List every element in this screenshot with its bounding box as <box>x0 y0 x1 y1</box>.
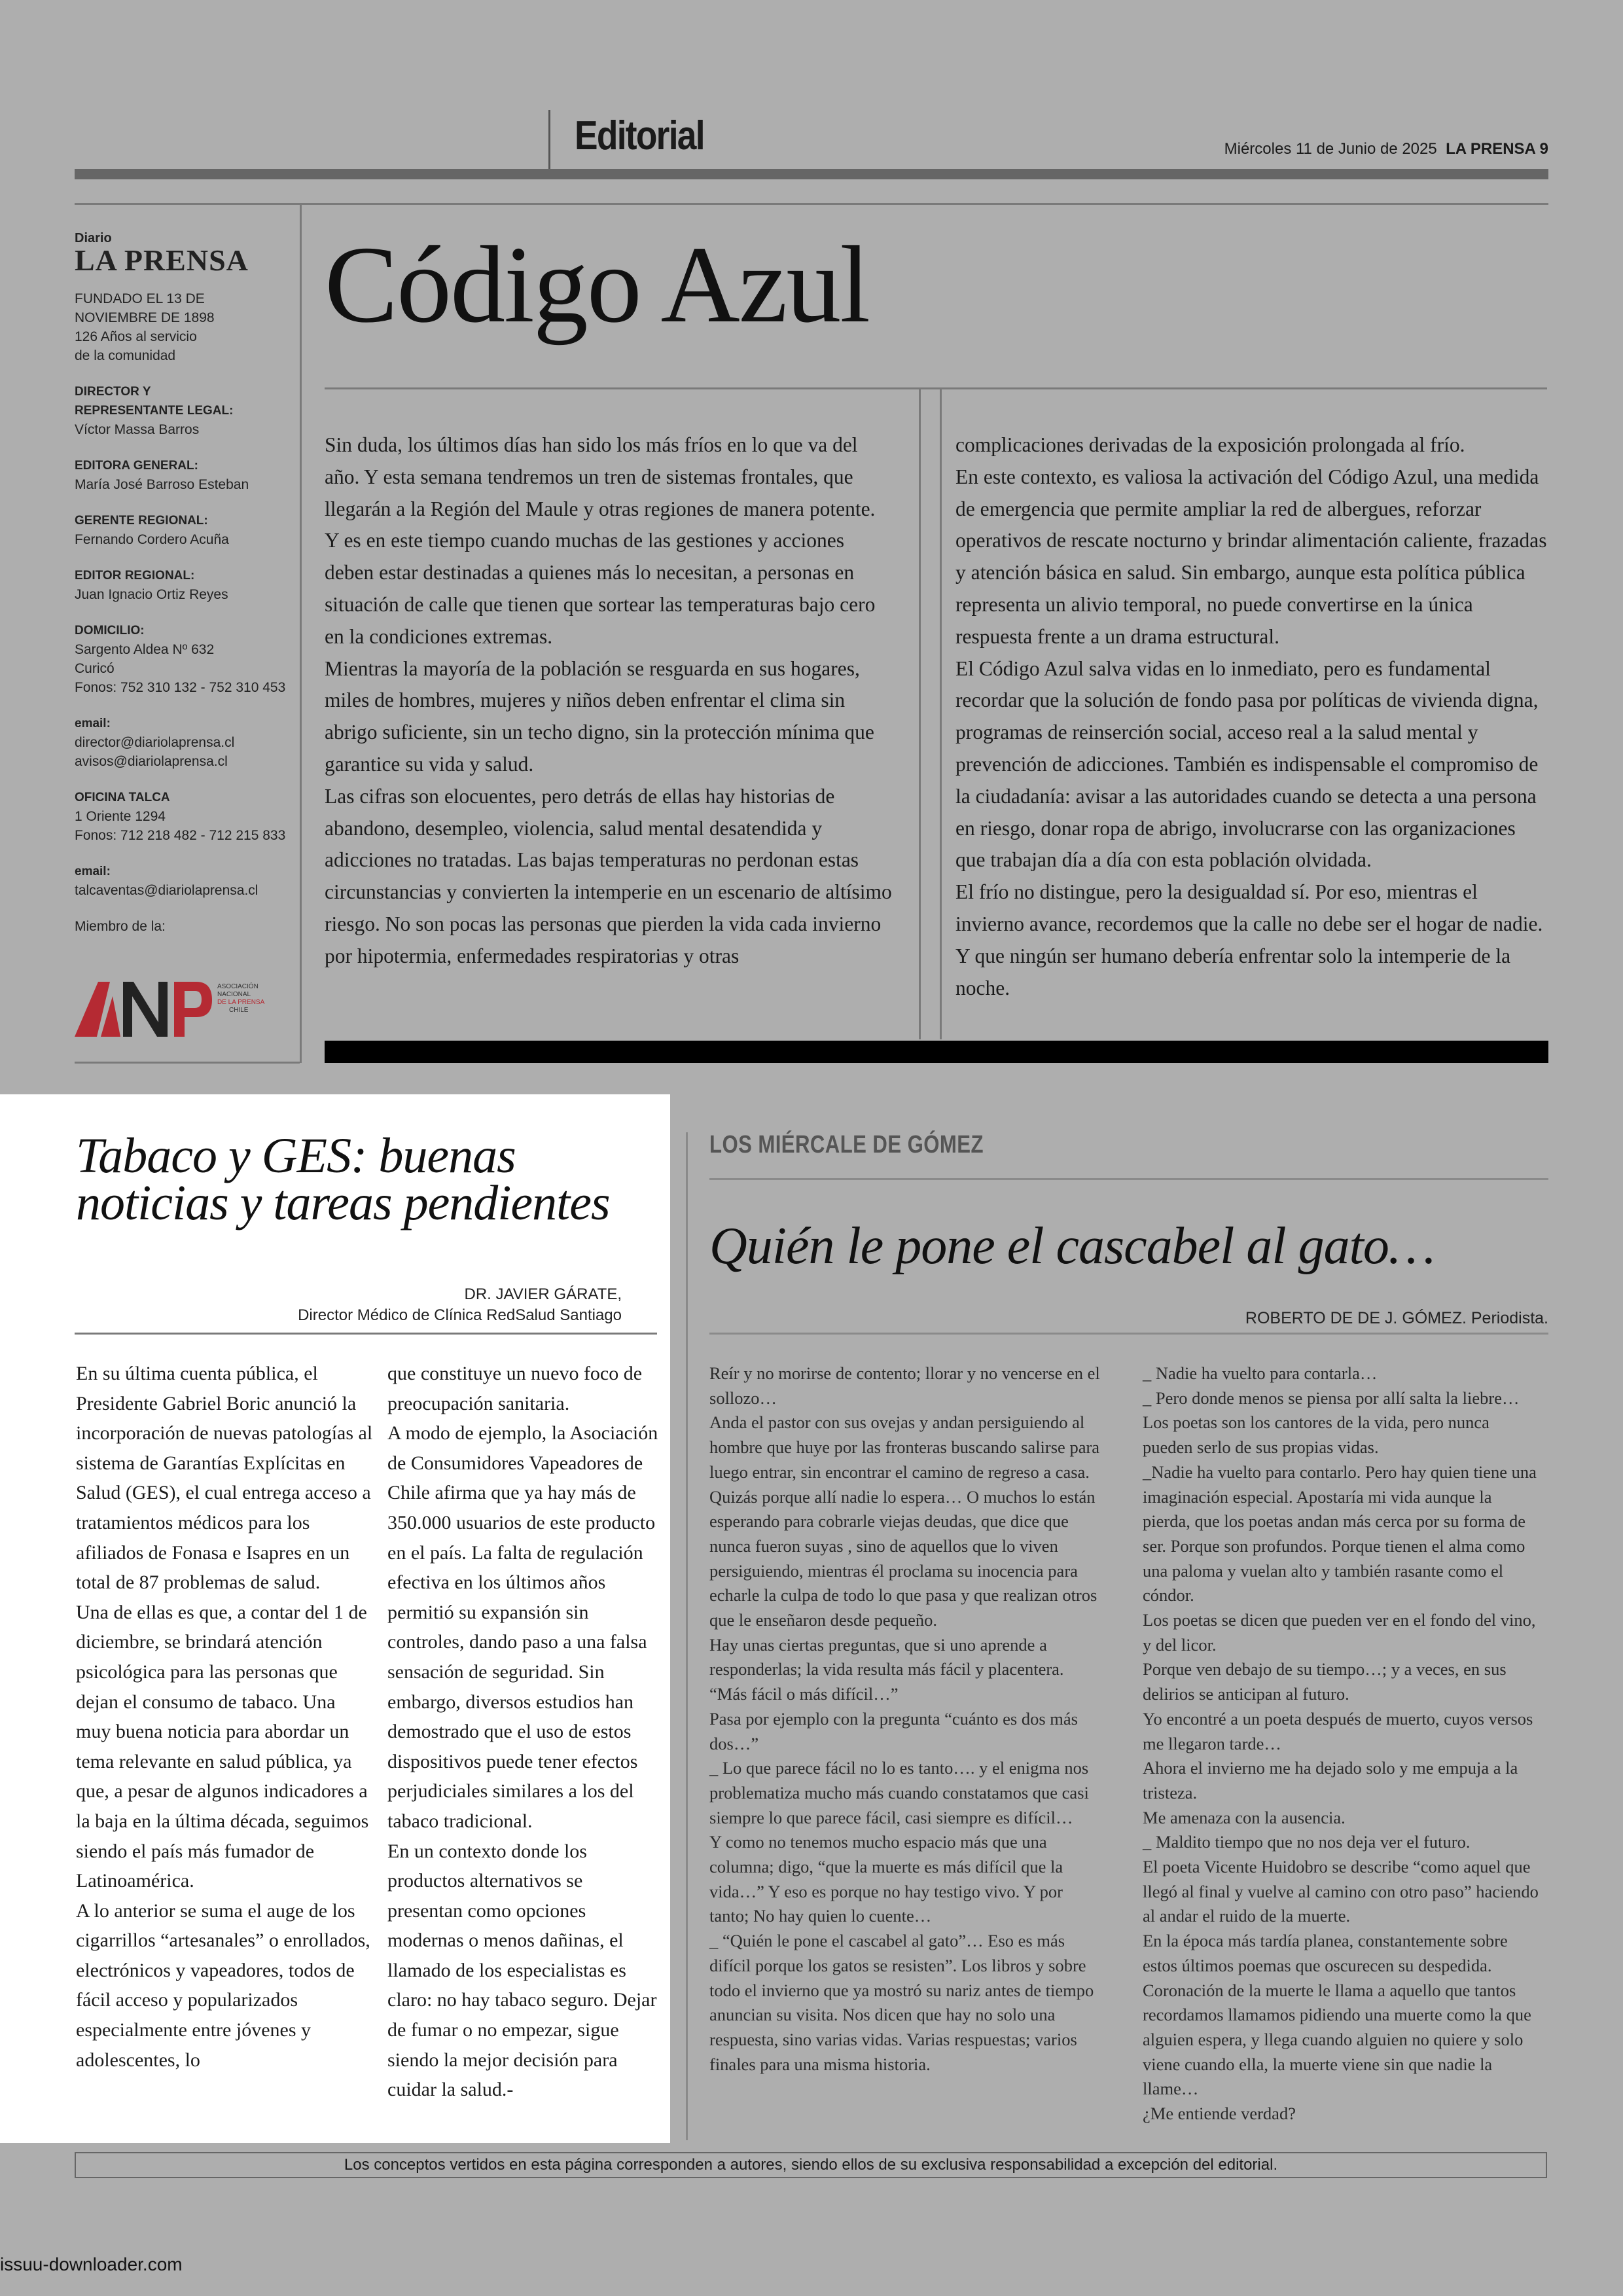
masthead-domicilio <box>75 621 291 697</box>
gerente-name: Fernando Cordero Acuña <box>75 532 229 547</box>
anp-logo-caption: NACIONAL <box>217 991 251 998</box>
editorial-title: Código Azul <box>325 224 870 346</box>
article-divider <box>686 1132 688 2140</box>
paragraph: _ Lo que parece fácil no lo es tanto…. y el enigma nos problematiza mucho más cuando constatamos que casi siempre lo que parece fácil, casi siempre es difícil… <box>709 1758 1089 1827</box>
member-label: Miembro de la: <box>75 919 166 934</box>
editorial-rule <box>325 387 1547 389</box>
paragraph: Me amenaza con la ausencia. <box>1143 1807 1346 1827</box>
column-divider <box>919 389 921 1039</box>
email-address[interactable]: director@diariolaprensa.cl <box>75 735 235 750</box>
editor-name: Juan Ignacio Ortiz Reyes <box>75 587 228 602</box>
column-title: Quién le pone el cascabel al gato… <box>709 1217 1435 1275</box>
page-reference: LA PRENSA 9 <box>1446 140 1548 158</box>
opinion-rule <box>75 1333 657 1335</box>
editorial-bottom-bar <box>325 1041 1548 1063</box>
founded-line: de la comunidad <box>75 348 176 363</box>
paragraph: _ Nadie ha vuelto para contarla… <box>1143 1363 1378 1383</box>
opinion-title <box>76 1128 665 1230</box>
editor-label: EDITOR REGIONAL: <box>75 569 195 583</box>
masthead-founded <box>75 289 291 365</box>
founded-line: NOVIEMBRE DE 1898 <box>75 310 215 325</box>
header-bar <box>75 169 1548 179</box>
paragraph: Reír y no morirse de contento; llorar y no vencerse en el sollozo… <box>709 1363 1100 1408</box>
talca-line: Fonos: 712 218 482 - 712 215 833 <box>75 828 286 843</box>
section-label: Editorial <box>575 113 704 158</box>
masthead-divider <box>300 204 302 1063</box>
gerente-label: GERENTE REGIONAL: <box>75 514 208 528</box>
paragraph: Los poetas se dicen que pueden ver en el fondo del vino, y del licor. <box>1143 1610 1536 1655</box>
opinion-title-line: noticias y tareas pendientes <box>76 1175 610 1230</box>
masthead-diario: Diario <box>75 231 112 245</box>
opinion-column-1 <box>76 1359 374 2075</box>
paragraph: Las cifras son elocuentes, pero detrás de ellas hay historias de abandono, desempleo, violencia, salud mental desatendida y adicciones no tratadas. Las bajas temperaturas no perdonan estas circunstancias y convierten la intemperie en un escenario de altísimo riesgo. No son pocas las personas que pierden la vida cada invierno por hipotermia, enfermedades respiratorias y otras <box>325 784 892 967</box>
paragraph: _Nadie ha vuelto para contarlo. Pero hay quien tiene una imaginación especial. Apostaría mi vida aunque la pierda, que los poetas andan más cerca por su forma de ser. Porque son profundos. Porque tienen el alma como una paloma y vuelan alto y también rasante como el cóndor. <box>1143 1462 1537 1605</box>
header-divider <box>548 110 550 177</box>
paragraph: _ “Quién le pone el cascabel al gato”… Eso es más difícil porque los gatos se resisten”. Los libros y sobre todo el invierno que ya mostró su nariz antes de tiempo anuncian su visita. Nos dicen que hay no solo una respuesta, sino varias vidas. Varias respuestas; varios finales para una misma historia. <box>709 1931 1094 2074</box>
anp-logo-n-shape <box>123 982 168 1037</box>
column-text-2 <box>1143 1361 1543 2126</box>
opinion-title-line: Tabaco y GES: buenas <box>76 1128 516 1183</box>
paragraph: El frío no distingue, pero la desigualdad sí. Por eso, mientras el invierno avance, recordemos que la calle no debe ser el hogar de nadie. Y que ningún ser humano debería enfrentar solo la intemperie de la noche. <box>955 880 1543 999</box>
paragraph: complicaciones derivadas de la exposición prolongada al frío. <box>955 433 1465 456</box>
domicilio-label: DOMICILIO: <box>75 624 145 637</box>
masthead-editora <box>75 456 291 494</box>
opinion-column-2 <box>387 1359 662 2105</box>
talca-line: 1 Oriente 1294 <box>75 809 166 824</box>
email-address[interactable]: avisos@diariolaprensa.cl <box>75 754 228 769</box>
director-label: REPRESENTANTE LEGAL: <box>75 404 234 418</box>
masthead-email <box>75 714 291 771</box>
watermark-text: issuu-downloader.com <box>0 2254 183 2274</box>
column-rule <box>709 1333 1548 1335</box>
paragraph: Yo encontré a un poeta después de muerto, cuyos versos me llegaron tarde… <box>1143 1708 1533 1753</box>
masthead-email2 <box>75 862 291 900</box>
paragraph: En la época más tardía planea, constantemente sobre estos últimos poemas que oscurecen su despedida. <box>1143 1931 1508 1975</box>
paragraph: ¿Me entiende verdad? <box>1143 2104 1296 2124</box>
masthead-editor <box>75 566 291 604</box>
paragraph: A lo anterior se suma el auge de los cigarrillos “artesanales” o enrollados, electrónicos y vapeadores, todos de fácil acceso y popularizados especialmente entre jóvenes y adolescentes, lo <box>76 1899 370 2071</box>
header-date <box>1224 140 1548 158</box>
masthead-director <box>75 382 291 439</box>
paragraph: Coronación de la muerte le llama a aquello que tantos recordamos llamamos pidiendo una muerte como la que alguien espera, y llega cuando alguien no quiere y solo viene cuando ella, la muerte viene sin que nadie la llame… <box>1143 1980 1531 2099</box>
paragraph: A modo de ejemplo, la Asociación de Consumidores Vapeadores de Chile afirma que ya hay más de 350.000 usuarios de este producto en el país. La falta de regulación efectiva en los últimos años permitió su expansión sin controles, dando paso a una falsa sensación de seguridad. Sin embargo, diversos estudios han demostrado que el uso de estos dispositivos puede tener efectos perjudiciales similares a los del tabaco tradicional. <box>387 1422 658 1832</box>
domicilio-line: Fonos: 752 310 132 - 752 310 453 <box>75 680 286 695</box>
anp-logo-caption: ASOCIACIÓN <box>217 983 259 990</box>
editorial-column-2 <box>955 429 1548 1004</box>
column-rule <box>709 1178 1548 1180</box>
editorial-column-1 <box>325 429 897 973</box>
domicilio-line: Curicó <box>75 661 115 676</box>
paragraph: En este contexto, es valiosa la activación del Código Azul, una medida de emergencia que permite ampliar la red de albergues, reforzar operativos de rescate nocturno y brindar alimentación caliente, frazadas y atención básica en salud. Sin embargo, aunque esta política pública representa un alivio temporal, no puede convertirse en la única respuesta frente a un drama estructural. <box>955 465 1547 648</box>
paragraph: Hay unas ciertas preguntas, que si uno aprende a responderlas; la vida resulta más fácil y placentera. “Más fácil o más difícil…” <box>709 1634 1064 1704</box>
paragraph: Anda el pastor con sus ovejas y andan persiguiendo al hombre que huye por las fronteras buscando salirse para luego entrar, sin encontrar el camino de regreso a casa. <box>709 1412 1100 1482</box>
paragraph: Mientras la mayoría de la población se resguarda en sus hogares, miles de hombres, mujeres y niños deben enfrentar el clima sin abrigo suficiente, sin un techo digno, sin la protección mínima que garantice su vida y salud. <box>325 656 874 776</box>
opinion-author-role: Director Médico de Clínica RedSalud Santiago <box>298 1306 622 1324</box>
paragraph: Ahora el invierno me ha dejado solo y me empuja a la tristeza. <box>1143 1758 1518 1803</box>
email-label: email: <box>75 717 111 730</box>
paragraph: Quizás porque allí nadie lo espera… O muchos lo están esperando para cobrarle viejas deudas, que dice que nunca fueron suyas , sino de aquellos que lo viven persiguiendo, mientras él proclama su inocencia para echarle la culpa de todo lo que pasa y que realizan otros que le enseñaron desde pequeño. <box>709 1486 1097 1630</box>
masthead <box>75 232 291 936</box>
disclaimer: Los conceptos vertidos en esta página corresponden a autores, siendo ellos de su exclusiva responsabilidad a excepción del editorial. <box>75 2152 1547 2178</box>
masthead-gerente <box>75 511 291 549</box>
director-label: DIRECTOR Y <box>75 385 151 399</box>
opinion-author <box>298 1284 622 1326</box>
founded-line: FUNDADO EL 13 DE <box>75 291 205 306</box>
paragraph: _ Maldito tiempo que no nos deja ver el futuro. <box>1143 1832 1471 1852</box>
paragraph: El Código Azul salva vidas en lo inmediato, pero es fundamental recordar que la solución de fondo pasa por políticas de vivienda digna, programas de reinserción social, acceso real a la salud mental y prevención de adicciones. También es indispensable el compromiso de la ciudadanía: avisar a las autoridades cuando se detecta a una persona en riesgo, donar ropa de abrigo, involucrarse con las organizaciones que trabajan día a día con esta población olvidada. <box>955 656 1539 872</box>
editora-label: EDITORA GENERAL: <box>75 459 198 473</box>
paragraph: Porque ven debajo de su tiempo…; y a veces, en sus delirios se anticipan al futuro. <box>1143 1659 1507 1704</box>
director-name: Víctor Massa Barros <box>75 422 200 437</box>
header-rule <box>75 203 1548 205</box>
paragraph: Una de ellas es que, a contar del 1 de diciembre, se brindará atención psicológica para las personas que dejan el consumo de tabaco. Una muy buena noticia para abordar un tema relevante en salud pública, ya que, a pesar de algunos indicadores a la baja en la última década, seguimos siendo el país más fumador de Latinoamérica. <box>76 1601 369 1892</box>
column-divider <box>940 389 942 1039</box>
email2-label: email: <box>75 865 111 878</box>
founded-line: 126 Años al servicio <box>75 329 197 344</box>
opinion-author-name: DR. JAVIER GÁRATE, <box>464 1285 622 1303</box>
paragraph: En su última cuenta pública, el Presidente Gabriel Boric anunció la incorporación de nuevas patologías al sistema de Garantías Explícitas en Salud (GES), el cual entrega acceso a tratamientos médicos para los afiliados de Fonasa e Isapres en un total de 87 problemas de salud. <box>76 1363 373 1594</box>
talca-label: OFICINA TALCA <box>75 791 170 804</box>
editora-name: María José Barroso Esteban <box>75 477 249 492</box>
column-section-label: LOS MIÉRCALE DE GÓMEZ <box>709 1131 984 1158</box>
column-author: ROBERTO DE DE J. GÓMEZ. Periodista. <box>1245 1309 1548 1327</box>
column-text-1 <box>709 1361 1103 2077</box>
masthead-bottom-rule <box>75 1062 300 1064</box>
anp-logo-caption: DE LA PRENSA <box>217 999 265 1006</box>
masthead-logo: LA PRENSA <box>75 243 249 277</box>
paragraph: El poeta Vicente Huidobro se describe “como aquel que llegó al final y vuelve al camino con otro paso” haciendo al andar el ruido de la muerte. <box>1143 1857 1539 1926</box>
paragraph: Y es en este tiempo cuando muchas de las gestiones y acciones deben estar destinadas a quienes más lo necesitan, a personas en situación de calle que tienen que sortear las temperaturas bajo cero en la condiciones extremas. <box>325 529 876 648</box>
anp-logo-caption: CHILE <box>229 1007 249 1014</box>
date-text: Miércoles 11 de Junio de 2025 <box>1224 140 1437 158</box>
paragraph: que constituye un nuevo foco de preocupación sanitaria. <box>387 1363 643 1414</box>
paragraph: Pasa por ejemplo con la pregunta “cuánto es dos más dos…” <box>709 1708 1078 1753</box>
masthead-talca <box>75 788 291 845</box>
anp-logo <box>72 977 275 1042</box>
paragraph: Sin duda, los últimos días han sido los más fríos en lo que va del año. Y esta semana tendremos un tren de sistemas frontales, que llegarán a la Región del Maule y otras regiones de manera potente. <box>325 433 876 520</box>
anp-logo-p-shape <box>174 982 212 1037</box>
paragraph: Y como no tenemos mucho espacio más que una columna; digo, “que la muerte es más difícil que la vida…” Y eso es porque no hay testigo vivo. Y por tanto; No hay quien lo cuente… <box>709 1832 1063 1926</box>
domicilio-line: Sargento Aldea Nº 632 <box>75 642 215 657</box>
paragraph: Los poetas son los cantores de la vida, pero nunca pueden serlo de sus propias vidas. <box>1143 1412 1489 1458</box>
email-address[interactable]: talcaventas@diariolaprensa.cl <box>75 883 259 898</box>
paragraph: En un contexto donde los productos alternativos se presentan como opciones modernas o menos dañinas, el llamado de los especialistas es claro: no hay tabaco seguro. Dejar de fumar o no empezar, sigue siendo la mejor decisión para cuidar la salud.- <box>387 1840 657 2101</box>
paragraph: _ Pero donde menos se piensa por allí salta la liebre… <box>1143 1388 1520 1408</box>
